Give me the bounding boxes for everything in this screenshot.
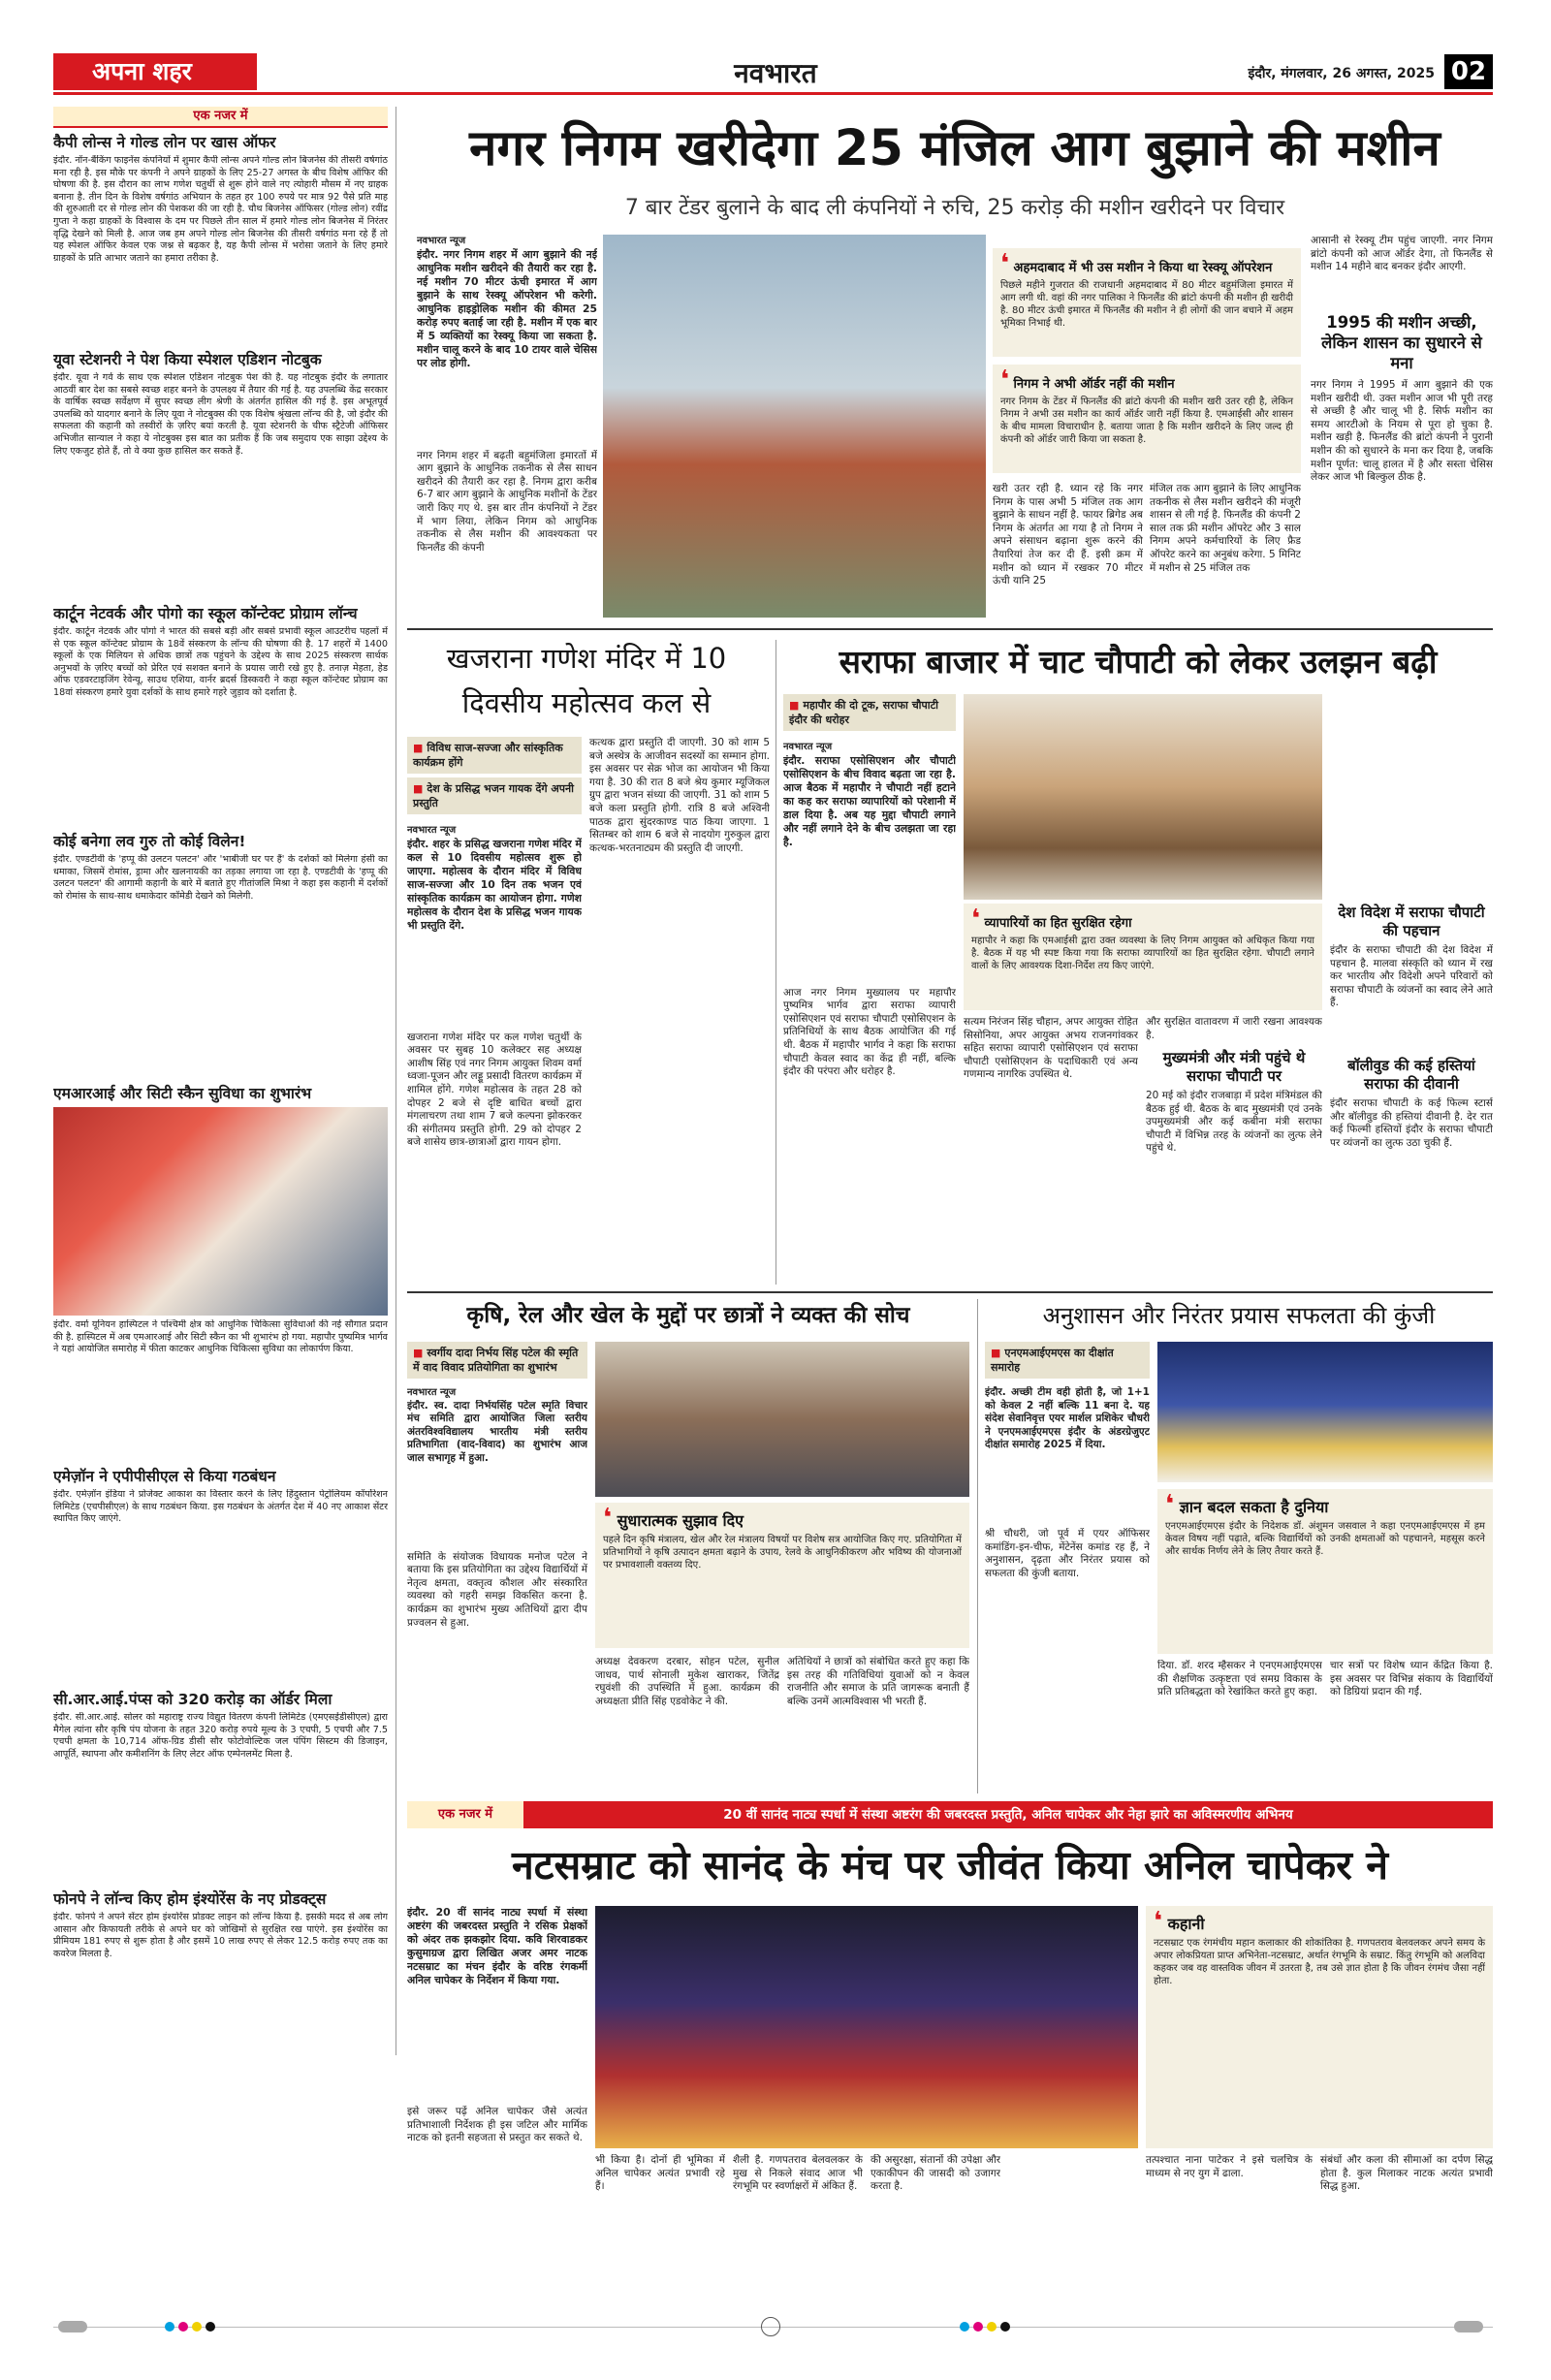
left-item-body: इंदौर. सी.आर.आई. सोलर को महाराष्ट्र राज्य विद्युत वितरण कंपनी लिमिटेड (एमएसईडीसीएल) द्वारा मैगेल त्यांना सौर कृषि पंप योजना के तहत 320 करोड़ रुपये मूल्य के 3 एचपी, 5 एचपी और 7.5 एचपी क्षमता के 10,714 ऑफ-ग्रिड डीसी सौर फोटोवोल्टिक जल पंपिंग सिस्टम की डिजाइन, आपूर्ति, स्थापना और कमीशनिंग के लिए लेटर ऑफ एम्पेनलमेंट मिला है. xyxy=(53,1712,388,1760)
sarafa-body-1: आज नगर निगम मुख्यालय पर महापौर पुष्यमित्र भार्गव द्वारा सराफा व्यापारी एसोसिएशन एवं सराफा चौपाटी एसोसिएशन के प्रतिनिधियों के साथ बैठक आयोजित की गई थी. बैठक में महापौर भार्गव ने कहा कि सराफा चौपाटी केवल स्वाद का केंद्र ही नहीं, बल्कि इंदौर की परंपरा और धरोहर है. xyxy=(783,986,956,1078)
cyan-dot xyxy=(960,2322,969,2332)
ganesh-body-1: खजराना गणेश मंदिर पर कल गणेश चतुर्थी के अवसर पर सुबह 10 कलेक्टर सह अध्यक्ष आशीष सिंह एवं नगर निगम आयुक्त शिवम वर्मा ध्वजा-पूजन और लड्डू प्रसादी वितरण कार्यक्रम में शामिल होंगे. गणेश महोत्सव के तहत 28 को दोपहर 2 बजे से दृष्टि बाधित बच्चों द्वारा मंगलाचरण तथा शाम 7 बजे कल्पना झोकरकर की संगीतमय प्रस्तुति होगी. 29 को दोपहर 2 बजे शासेय छात्र-छात्राओं द्वारा गायन होगा. xyxy=(407,1031,582,1149)
quote-body: पहले दिन कृषि मंत्रालय, खेल और रेल मंत्रालय विषयों पर विशेष सत्र आयोजित किए गए. प्रतियोगिता में प्रतिभागियों ने कृषि उत्पादन क्षमता बढ़ाने के उपाय, रेलवे के आधुनिकीकरण और भविष्य की योजनाओं पर प्रभावशाली वक्तव्य दिए. xyxy=(603,1535,962,1571)
left-item-headline: कार्टून नेटवर्क और पोगो का स्कूल कॉन्टेक्ट प्रोग्राम लॉन्च xyxy=(53,605,358,622)
quote-body: एनएमआईएमएस इंदौर के निदेशक डॉ. अंशुमन जसवाल ने कहा एनएमआईएमएस में हम केवल विषय नहीं पढ़ाते, बल्कि विद्यार्थियों को उनकी क्षमताओं को पहचानने, महसूस करने और सार्थक निर्णय लेने के लिए तैयार करते हैं. xyxy=(1165,1521,1485,1557)
sarafa-col-1 xyxy=(783,694,956,1285)
success-intro: इंदौर. अच्छी टीम वही होती है, जो 1+1 को केवल 2 नहीं बल्कि 11 बना दे. यह संदेश सेवानिवृत्त एयर मार्शल प्रशिकेर चौधरी ने एनएमआईएमएस इंदौर के अंडरग्रेजुएट दीक्षांत समारोह 2025 में दिया. xyxy=(985,1386,1150,1451)
black-dot xyxy=(1000,2322,1010,2332)
natsamrat-band xyxy=(407,1801,1493,1828)
left-column xyxy=(53,107,388,2055)
left-item-body: इंदौर. एमेज़ॉन इंडिया ने प्रोजेक्ट आकाश का विस्तार करने के लिए हिंदुस्तान पेट्रोलियम कॉर्पोरेशन लिमिटेड (एचपीसीएल) के साथ गठबंधन किया. इस गठबंधन के अंतर्गत देश में 40 नए आकाश सेंटर स्थापित किए जाएंगे. xyxy=(53,1489,388,1525)
register-mark xyxy=(58,2321,87,2332)
students-intro: इंदौर. स्व. दादा निर्भयसिंह पटेल स्मृति विचार मंच समिति द्वारा आयोजित जिला स्तरीय अंतरविश्वविद्यालय भारतीय मंत्री स्तरीय प्रतिभागिता (वाद-विवाद) का शुभारंभ आज जाल सभागृह में हुआ. xyxy=(407,1399,587,1464)
left-item-headline: फोनपे ने लॉन्च किए होम इंश्योरेंस के नए प्रोडक्ट्स xyxy=(53,1890,327,1908)
ganesh-col-1 xyxy=(407,737,582,1285)
quote-mark-icon: ❛ xyxy=(603,1504,613,1533)
natsamrat-intro: इंदौर. 20 वीं सानंद नाट्य स्पर्धा में संस्था अष्टरंग की जबरदस्त प्रस्तुति ने रसिक प्रेक्षकों को अंदर तक झकझोर दिया. कवि शिरवाडकर कुसुमाग्रज द्वारा लिखित अजर अमर नाटक नटसम्राट का मंचन इंदौर के वरिष्ठ रंगकर्मी अनिल चापेकर के निर्देशन में किया गया. xyxy=(407,1906,587,1986)
section-rule xyxy=(407,1291,1493,1293)
section-tag: अपना शहर xyxy=(53,53,257,90)
tag-text: महापौर की दो टूक, सराफा चौपाटी इंदौर की धरोहर xyxy=(789,699,939,726)
crosshair-icon xyxy=(761,2317,780,2336)
natsamrat-body-1: इसे जरूर पढ़ें अनिल चापेकर जैसे अत्यंत प्रतिभाशाली निर्देशक ही इस जटिल और मार्मिक नाटक को इतनी सहजता से प्रस्तुत कर सकते थे. xyxy=(407,2106,587,2144)
lead-body-3: मंजिल तक आग बुझाने के लिए आधुनिक तकनीक से लैस मशीन खरीदने की मंजूरी शासन से ली गई है. फिनलैंड की कंपनी 2 साल तक फ्री मशीन ऑपरेट और 3 साल निगम अपने कर्मचारियों के लिए फ्रैड ऑपरेट करने का अनुबंध करेगा. 5 मिनिट में मशीन से 25 मंजिल तक xyxy=(1150,483,1301,574)
sarafa-body-2: सत्यम निरंजन सिंह चौहान, अपर आयुक्त रोहित सिसोनिया, अपर आयुक्त अभय राजनगांवकर सहित सराफा व्यापारी एसोसिएशन एवं सराफा चौपाटी एसोसिएशन के पदाधिकारी एवं अन्य गणमान्य नागरिक उपस्थित थे. xyxy=(964,1016,1138,1081)
lead-side-text-1: आसानी से रेस्क्यू टीम पहुंच जाएगी. नगर निगम ब्रांटो कंपनी को आज ऑर्डर देगा, तो फिनलैंड से मशीन 14 महीने बाद बनकर इंदौर आएगी. xyxy=(1311,235,1493,273)
lead-side-text-2: नगर निगम ने 1995 में आग बुझाने की एक मशीन खरीदी थी. उक्त मशीन आज भी पूरी तरह से अच्छी है और चालू भी है. सिर्फ मशीन का समय आरटीओ के नियम से पूरा हो चुका है. मशीन खड़ी है. फिनलैंड की ब्रांटो कंपनी ने पुरानी मशीन की को सुधारने के मना कर दिया है, जबकि मशीन पूर्णत: चालू हालत में है और सस्ता चेसिस लेकर आज भी बिल्कुल ठीक है. xyxy=(1311,379,1493,484)
bullet-icon: ■ xyxy=(413,742,424,754)
success-tag xyxy=(985,1342,1150,1379)
students-col-1 xyxy=(407,1342,587,1793)
success-quote xyxy=(1157,1489,1493,1654)
students-byline: नवभारत न्यूज xyxy=(407,1387,457,1398)
yellow-dot xyxy=(987,2322,997,2332)
students-body-1: समिति के संयोजक विधायक मनोज पटेल ने बताया कि इस प्रतियोगिता का उद्देश्य विद्यार्थियों में नेतृत्व क्षमता, वक्तृत्व कौशल और संस्कारित व्यवस्था को गहरी समझ विकसित करना है. कार्यक्रम का शुभारंभ मुख्य अतिथियों द्वारा दीप प्रज्वलन से हुआ. xyxy=(407,1550,587,1629)
quote-body: पिछले महीने गुजरात की राजधानी अहमदाबाद में 80 मीटर बहुमंजिला इमारत में आग लगी थी. वहां की नगर पालिका ने फिनलैंड की ब्रांटो कंपनी की मशीन ही खरीदी है. 80 मीटर ऊंची इमारत में फिनलैंड की मशीन ने ही लोगों की जान बचाने में अहम भूमिका निभाई थी. xyxy=(1000,280,1293,329)
lead-quote-2 xyxy=(993,365,1301,473)
left-item-body: इंदौर. यूवा ने गर्व के साथ एक स्पेशल एडिशन नोटबुक पेश की है. यह नोटबुक इंदौर के लगातार आठवीं बार देश का सबसे स्वच्छ शहर बनने के उपलक्ष्य में तैयार की गई है. यह उपलब्धि केंद्र सरकार के वार्षिक स्वच्छ सर्वेक्षण में सुपर स्वच्छ लीग श्रेणी के अंतर्गत हासिल की गई है. इस अभूतपूर्व उपलब्धि को यादगार बनाने के लिए यूवा ने नोटबुक्स की एक विशेष श्रृंखला लॉन्च की है, जो इंदौर की सफलता की कहानी को तस्वीरों के ज़रिए बयां करती है. यूवा स्टेशनरी के चीफ स्ट्रैटेजी ऑफिसर अभिजीत सान्याल ने कहा ये नोटबुक्स इस बात का प्रतीक हैं कि जब समुदाय एक साझा उद्देश्य के लिए एकजुट होते हैं, तो वे क्या कुछ हासिल कर सकते हैं. xyxy=(53,372,388,457)
sarafa-headline: सराफा बाजार में चाट चौपाटी को लेकर उलझन बढ़ी xyxy=(839,643,1438,681)
tag-text: देश के प्रसिद्ध भजन गायक देंगे अपनी प्रस्तुति xyxy=(413,782,574,809)
lead-byline: नवभारत न्यूज xyxy=(417,236,466,246)
sarafa-byline: नवभारत न्यूज xyxy=(783,742,833,752)
magenta-dot xyxy=(973,2322,983,2332)
ganesh-body-2: कत्थक द्वारा प्रस्तुति दी जाएगी. 30 को शाम 5 बजे अस्थेत्र के आजीवन सदस्यों का सम्मान होगा. इस अवसर पर सेक्र भोज का आयोजन भी किया गया है. 30 की रात 8 बजे श्रेय कुमार म्यूजिकल ग्रुप द्वारा भजन संध्या की जाएगी. 31 को शाम 5 बजे कला प्रस्तुति होगी. रात्रि 8 बजे अश्विनी पाठक द्वारा सुंदरकाण्ड पाठ किया जाएगा. 1 सितम्बर को शाम 6 बजे से नादयोग गुरुकुल द्वारा कत्थक-भरतनाट्यम की प्रस्तुति दी जाएगी. xyxy=(589,737,770,854)
lead-side-col xyxy=(1311,235,1493,622)
lead-text-col-1 xyxy=(417,235,597,622)
sarafa-col-4 xyxy=(1330,904,1493,1285)
success-headline: अनुशासन और निरंतर प्रयास सफलता की कुंजी xyxy=(1042,1302,1436,1329)
left-item-headline: यूवा स्टेशनरी ने पेश किया स्पेशल एडिशन नोटबुक xyxy=(53,351,322,368)
sarafa-tag xyxy=(783,694,956,731)
left-item-headline: सी.आर.आई.पंप्स को 320 करोड़ का ऑर्डर मिला xyxy=(53,1691,332,1708)
tag-text: स्वर्गीय दादा निर्भय सिंह पटेल की स्मृति में वाद विवाद प्रतियोगिता का शुभारंभ xyxy=(413,1347,579,1374)
students-quote xyxy=(595,1503,969,1648)
lead-quote-1 xyxy=(993,248,1301,357)
natsamrat-body-2: भी किया है। दोनों ही भूमिका में अनिल चापेकर अत्यंत प्रभावी रहे हैं। xyxy=(595,2154,725,2193)
tag-text: विविध साज-सज्जा और सांस्कृतिक कार्यक्रम होंगे xyxy=(413,742,563,769)
left-item-7 xyxy=(53,1687,388,1885)
bullet-icon: ■ xyxy=(991,1347,1001,1359)
section-rule xyxy=(407,628,1493,630)
sarafa-quote xyxy=(964,904,1322,1010)
quote-head: कहानी xyxy=(1167,1915,1205,1933)
success-body-1: श्री चौधरी, जो पूर्व में एयर ऑफिसर कमांडिंग-इन-चीफ, मेंटेनेंस कमांड रह हैं, ने अनुशासन, दृढ़ता और निरंतर प्रयास को सफलता की कुंजी बताया. xyxy=(985,1528,1150,1579)
sarafa-sub-headline-3: बॉलीवुड की कई हस्तियां सराफा की दीवानी xyxy=(1347,1057,1475,1093)
quote-mark-icon: ❛ xyxy=(1000,249,1010,278)
left-kicker: एक नजर में xyxy=(53,107,388,128)
quote-mark-icon: ❛ xyxy=(1154,1907,1163,1936)
sarafa-intro: इंदौर. सराफा एसोसिएशन और चौपाटी एसोसिएशन के बीच विवाद बढ़ता जा रहा है. आज बैठक में महापौर ने चौपाटी नहीं हटाने का कह कर सराफा व्यापारियों को परेशानी में डाल दिया है. अब यह मुद्दा चौपाटी लगाने और नहीं लगाने देने के बीच उलझता जा रहा है. xyxy=(783,753,956,848)
lead-subheadline: 7 बार टेंडर बुलाने के बाद ली कंपनियों ने रुचि, 25 करोड़ की मशीन खरीदने पर विचार xyxy=(624,196,1285,220)
mri-launch-photo xyxy=(53,1107,388,1316)
sarafa-meeting-photo xyxy=(964,694,1322,900)
natsamrat-quote xyxy=(1146,1906,1493,2148)
ganesh-intro: इंदौर. शहर के प्रसिद्ध खजराना गणेश मंदिर में कल से 10 दिवसीय महोत्सव शुरू हो जाएगा. महोत्सव के दौरान मंदिर में विविध साज-सज्जा और 10 दिन तक भजन एवं सांस्कृतिक कार्यक्रम का आयोजन होगा. गणेश महोत्सव के दौरान देश के प्रसिद्ध भजन गायक भी प्रस्तुति देंगे. xyxy=(407,837,582,932)
natsamrat-body-3: शैली है. गणपतराव बेलवलकर के मुख से निकले संवाद आज भी रंगभूमि पर स्वर्णाक्षरों में अंकित हैं. xyxy=(733,2154,863,2193)
convocation-photo xyxy=(1157,1342,1493,1482)
success-body-2: दिया. डॉ. शरद म्हैसकर ने एनएमआईएमएस की शैक्षणिक उत्कृष्टता एवं समग्र विकास के प्रति प्रतिबद्धता को रेखांकित करते हुए कहा. xyxy=(1157,1660,1322,1698)
ganesh-tag-2 xyxy=(407,777,582,814)
lead-headline: नगर निगम खरीदेगा 25 मंजिल आग बुझाने की मशीन xyxy=(469,120,1440,177)
left-item-1 xyxy=(53,130,388,349)
natsamrat-body-4: की असुरक्षा, संतानों की उपेक्षा और एकाकीपन की जासदी को उजागर करता है. xyxy=(870,2154,1000,2193)
natsamrat-stage-photo xyxy=(595,1906,1138,2148)
tag-text: एनएमआईएमएस का दीक्षांत समारोह xyxy=(991,1347,1114,1374)
natsamrat-body-5: तत्पश्चात नाना पाटेकर ने इसे चलचित्र के माध्यम से नए युग में ढाला. xyxy=(1146,2154,1313,2179)
quote-body: नटसम्राट एक रंगमंचीय महान कलाकार की शोकांतिका है. गणपतराव बेलवलकर अपने समय के अपार लोकप्रियता प्राप्त अभिनेता-नटसम्राट, अर्थात रंगभूमि के सम्राट. किंतु रंगभूमि को अलविदा कहकर जब वह वास्तविक जीवन में उतरता है, तब उसे ज्ञात होता है कि जीवन रंगमंच जैसा नहीं होता. xyxy=(1154,1938,1485,1986)
left-item-headline: एमेज़ॉन ने एपीपीसीएल से किया गठबंधन xyxy=(53,1468,276,1485)
sarafa-col-3 xyxy=(1146,1016,1322,1285)
left-item-3 xyxy=(53,601,388,826)
lead-body-1: नगर निगम शहर में बढ़ती बहुमंजिला इमारतों में आग बुझाने के आधुनिक तकनीक से लैस साधन खरीदने की तैयारी कर रहा है. निगम द्वारा करीब 6-7 बार आग बुझाने के आधुनिक मशीनों के टेंडर जारी किए गए थे. इस बार तीन कंपनियों ने टेंडर में भाग लिया, लेकिन निगम को आधुनिक तकनीक से लैस मशीन की आवश्यकता पर फिनलैंड की कंपनी xyxy=(417,449,597,554)
bullet-icon: ■ xyxy=(413,782,424,795)
students-debate-photo xyxy=(595,1342,969,1497)
cyan-dot xyxy=(165,2322,174,2332)
quote-head: अहमदाबाद में भी उस मशीन ने किया था रेस्क्यू ऑपरेशन xyxy=(1013,261,1273,275)
sarafa-sub-body-2: इंदौर के सराफा चौपाटी की देश विदेश में पहचान है. मालवा संस्कृति को ध्यान में रख कर भारतीय और विदेशी अपने परिवारों को सराफा चौपाटी के व्यंजनों का स्वाद लेने आते हैं. xyxy=(1330,944,1493,1009)
print-register-bar xyxy=(0,2288,1551,2380)
left-item-8 xyxy=(53,1887,388,2055)
left-item-4 xyxy=(53,829,388,1077)
left-item-body: इंदौर. फोनपे ने अपने सेंटर होम इंश्योरेंस प्रोडक्ट लाइन को लॉन्च किया है. इसकी मदद से अब लोग आसान और किफायती तरीके से अपने घर को जोखिमों से सुरक्षित रख पाएंगे. इस इंश्योरेंस का प्रीमियम 181 रुपए से शुरू होता है और इसमें 10 लाख रुपए से लेकर 12.5 करोड़ रुपए तक का कवरेज मिलता है. xyxy=(53,1912,388,1959)
left-item-headline: एमआरआई और सिटी स्कैन सुविधा का शुभारंभ xyxy=(53,1085,312,1102)
paper-name: नवभारत xyxy=(734,57,817,89)
left-item-body: इंदौर. नॉन-बैंकिंग फाइनेंस कंपनियों में शुमार कैपी लोन्स अपने गोल्ड लोन बिजनेस की तीसरी वर्षगांठ मना रही है. इस मौके पर कंपनी ने अपने ग्राहकों के लिए 25-27 अगस्त के बीच विशेष ऑफिर की घोषणा की है. इस दौरान का लाभ गणेश चतुर्थी से शुरू होने वाले नए त्योहारी मौसम में नए ग्राहक बनाना है. तीन दिन के विशेष वर्षगांठ अभियान के तहत हर 100 रुपये पर मात्र 92 पैसे प्रति माह की शुरुआती दर से गोल्ड लोन की पेशकश की जा रही है. चौथ बिजनेस ऑफिसर (गोल्ड लोन) रवींद्र गुप्ता ने कहा ग्राहकों के विश्वास के दम पर पिछले तीन साल में हमारे गोल्ड लोन बिजनेस में निरंतर वृद्धि देखने को मिली है. आज जब हम अपने गोल्ड लोन बिजनेस की तीसरी वर्षगांठ मना रहे हैं तो यह स्पेशल ऑफिर केवल एक जश्न से बढ़कर है, यह कैपी लोन्स में भरोसा जताने के लिए हमारे ग्राहकों के प्रति आभार जताने का हमारा तरीका है. xyxy=(53,155,388,264)
black-dot xyxy=(206,2322,215,2332)
ganesh-byline: नवभारत न्यूज xyxy=(407,825,457,836)
yellow-dot xyxy=(192,2322,202,2332)
ganesh-headline: खजराना गणेश मंदिर में 10 दिवसीय महोत्सव कल से xyxy=(446,642,727,719)
quote-body: नगर निगम के टेंडर में फिनलैंड की ब्रांटो कंपनी की मशीन खरी उतर रही है, लेकिन निगम ने अभी उस मशीन का कार्य ऑर्डर जारी नहीं किया है. एमआईसी और शासन के बीच मामला विचाराधीन है. बताया जाता है कि मशीन खरीदने के लिए जल्द ही कंपनी को ऑर्डर जारी किया जा सकता है. xyxy=(1000,397,1293,445)
natsamrat-headline: नटसम्राट को सानंद के मंच पर जीवंत किया अनिल चापेकर ने xyxy=(512,1842,1388,1888)
left-item-body: इंदौर. कार्टून नेटवर्क और पोगो ने भारत की सबसे बड़ी और सबसे प्रभावी स्कूल आउटरीच पहलों में से एक स्कूल कॉन्टेक्ट प्रोग्राम के 18वें संस्करण के लॉन्च की घोषणा की है. 17 शहरों में 1400 स्कूलों के एक मिलियन से अधिक छात्रों तक पहुंचने के उद्देश्य के साथ 2025 संस्करण सार्थक अनुभवों के ज़रिए बच्चों को प्रेरित एवं सशक्त बनाने के प्रयास जारी रखे हुए है. तनाज़ मेहता, हेड ऑफ एडवरटाइजिंग रेवेन्यू, साउथ एशिया, वार्नर ब्रदर्स डिस्कवरी ने कहा स्कूल कॉन्टेक्ट प्रोग्राम का 18वां संस्करण हमारे युवा दर्शकों के साथ हमारे गहरे जुड़ाव को दर्शाता है. xyxy=(53,626,388,698)
natsamrat-col-1 xyxy=(407,1906,587,2245)
natsamrat-band-text: 20 वीं सानंद नाट्य स्पर्धा में संस्था अष्टरंग की जबरदस्त प्रस्तुति, अनिल चापेकर और नेहा झारे का अविस्मरणीय अभिनय xyxy=(723,1807,1293,1823)
bullet-icon: ■ xyxy=(789,699,800,712)
left-item-6 xyxy=(53,1464,388,1683)
register-mark xyxy=(1454,2321,1483,2332)
students-tag xyxy=(407,1342,587,1379)
left-item-body: इंदौर. वर्मा यूनियन हास्पिटल ने पश्चिमी क्षेत्र को आधुनिक चिकित्सा सुविधाओं की नई सौगात प्रदान की है. हास्पिटल में अब एमआरआई और सिटी स्कैन का भी शुभारंभ हो गया. महापौर पुष्यमित्र भार्गव ने यहां आयोजित समारोह में फीता काटकर आधुनिक चिकित्सा सुविधा का लोकार्पण किया. xyxy=(53,1319,388,1355)
sarafa-sub-headline-1: मुख्यमंत्री और मंत्री पहुंचे थे सराफा चौपाटी पर xyxy=(1162,1049,1306,1085)
left-item-2 xyxy=(53,347,388,605)
students-body-2: अध्यक्ष देवकरण दरबार, सोहन पटेल, सुनील जाधव, पार्थ सोनाली मुकेश खाराकर, जितेंद्र रघुवंशी की उपस्थिति में हुआ. कार्यक्रम की अध्यक्षता प्रीति सिंह एडवोकेट ने की. xyxy=(595,1656,779,1707)
left-item-headline: कैपी लोन्स ने गोल्ड लोन पर खास ऑफर xyxy=(53,134,276,151)
natsamrat-body-6: संबंधों और कला की सीमाओं का दर्पण सिद्ध होता है. कुल मिलाकर नाटक अत्यंत प्रभावी सिद्ध हुआ. xyxy=(1320,2154,1493,2193)
quote-mark-icon: ❛ xyxy=(1000,365,1010,395)
magenta-dot xyxy=(178,2322,188,2332)
natsamrat-kicker: एक नजर में xyxy=(407,1801,523,1828)
bullet-icon: ■ xyxy=(413,1347,424,1359)
column-divider xyxy=(977,1299,978,1793)
masthead-rule xyxy=(53,92,1493,95)
left-item-headline: कोई बनेगा लव गुरु तो कोई विलेन! xyxy=(53,833,246,850)
quote-head: ज्ञान बदल सकता है दुनिया xyxy=(1179,1498,1329,1516)
quote-head: व्यापारियों का हित सुरक्षित रहेगा xyxy=(984,916,1132,931)
sarafa-sub-body-1: 20 मई को इंदौर राजबाड़ा में प्रदेश मंत्रिमंडल की बैठक हुई थी. बैठक के बाद मुख्यमंत्री एवं उनके उपमुख्यमंत्री और कई कबीना मंत्री सराफा चौपाटी में विभिन्न तरह के व्यंजनों का लुत्फ लेने पहुंचे थे. xyxy=(1146,1090,1322,1155)
left-item-5 xyxy=(53,1081,388,1455)
quote-body: महापौर ने कहा कि एमआईसी द्वारा उक्त व्यवस्था के लिए निगम आयुक्त को अधिकृत किया गया है. बैठक में यह भी स्पष्ट किया गया कि सराफा व्यापारियों का हित सुरक्षित रहेगा. चौपाटी लगाने वालों के लिए आवश्यक दिशा-निर्देश तय किए जाएंगे. xyxy=(971,936,1314,971)
success-body-3: चार सत्रों पर विशेष ध्यान केंद्रित किया है. इस अवसर पर विभिन्न संकाय के विद्यार्थियों को डिग्रियां प्रदान की गईं. xyxy=(1330,1660,1493,1698)
sarafa-sub-headline-2: देश विदेश में सराफा चौपाटी की पहचान xyxy=(1338,904,1485,939)
sarafa-sub-body-3: इंदौर सराफा चौपाटी के कई फिल्म स्टार्स और बॉलीवुड की हस्तियां दीवानी है. देर रात कई फिल्मी हस्तियों इंदौर के सराफा चौपाटी पर व्यंजनों का लुत्फ उठा चुकी हैं. xyxy=(1330,1097,1493,1149)
quote-head: सुधारात्मक सुझाव दिए xyxy=(617,1511,744,1530)
students-headline: कृषि, रेल और खेल के मुद्दों पर छात्रों ने व्यक्त की सोच xyxy=(466,1303,910,1328)
lead-body-2: खरी उतर रही है. ध्यान रहे कि नगर निगम के पास अभी 5 मंजिल तक आग बुझाने के साधन नहीं है. फायर ब्रिगेड अब निगम के अंतर्गत आ गया है तो निगम ने अपने संसाधन बढ़ाना शुरू करने की तैयारियां तेज कर दी हैं. इसी क्रम में मशीन को ध्यान में रखकर 70 मीटर ऊंची यानि 25 xyxy=(993,483,1143,587)
quote-head: निगम ने अभी ऑर्डर नहीं की मशीन xyxy=(1013,377,1175,392)
lead-intro: इंदौर. नगर निगम शहर में आग बुझाने की नई आधुनिक मशीन खरीदने की तैयारी कर रहा है. नई मशीन 70 मीटर ऊंची इमारत में आग बुझाने के साथ रेस्क्यू ऑपरेशन भी करेगी. आधुनिक हाइड्रोलिक मशीन की कीमत 25 करोड़ रुपए बताई जा रही है. मशीन में एक बार में 5 व्यक्तियों का रेस्क्यू किया जा सकता है. मशीन चालू करने के बाद 10 टायर वाले चेसिस पर लोड होगी. xyxy=(417,247,597,369)
dateline: इंदौर, मंगलवार, 26 अगस्त, 2025 xyxy=(1248,66,1435,81)
quote-mark-icon: ❛ xyxy=(1165,1490,1175,1519)
page-number: 02 xyxy=(1444,54,1493,89)
sarafa-body-3: और सुरक्षित वातावरण में जारी रखना आवश्यक है. xyxy=(1146,1016,1322,1041)
lead-side-headline: 1995 की मशीन अच्छी, लेकिन शासन का सुधारने से मना xyxy=(1321,313,1482,372)
success-col-1 xyxy=(985,1342,1150,1671)
ganesh-tag-1 xyxy=(407,737,582,774)
students-body-3: अतिथियों ने छात्रों को संबोधित करते हुए कहा कि इस तरह की गतिविधियां युवाओं को न केवल राजनीति और समाज के प्रति जागरूक बनाती हैं बल्कि उनमें आत्मविश्वास भी भरती हैं. xyxy=(787,1656,969,1707)
left-item-body: इंदौर. एण्डटीवी के 'हप्पू की उलटन पलटन' और 'भाबीजी घर पर हैं' के दर्शकों को मिलेगा हंसी का धमाका, जिसमें रोमांस, ड्रामा और खलनायकी का तड़का लगाया जा रहा है. एण्डटीवी के 'हप्पू की उलटन पलटन' की आगामी कहानी के बारे में बताते हुए गीतांजलि मिश्रा ने कहा इस कहानी में दर्शकों को रोमांस के साथ-साथ धमाकेदार कॉमेडी देखने को मिलेगी. xyxy=(53,854,388,902)
fire-crane-photo xyxy=(603,235,986,618)
quote-mark-icon: ❛ xyxy=(971,904,981,934)
